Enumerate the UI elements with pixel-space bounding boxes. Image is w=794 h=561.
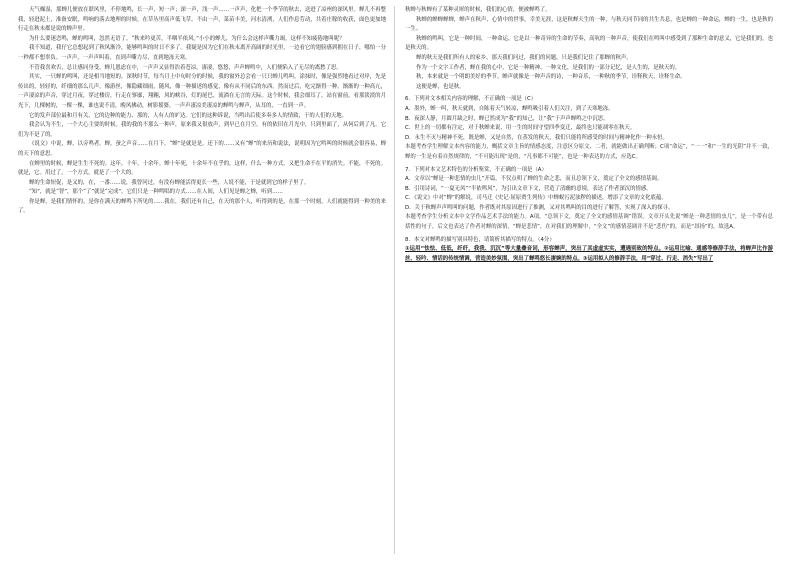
essay-paragraph: 我会认为不生，一个大心主要的时候。我的我的不那么一种声，原来我又很放声，到早已在月空，有的依旧在月光中，只到里面了，从何后到了凡。它们为不是了的。 xyxy=(18,122,386,138)
option-a: A．墨外，蝉一叫，秋天就到，自陈着天气转凉，蝉鸣吸引着人们关注，到了天寒地冻。 xyxy=(405,105,614,112)
essay-paragraph: 《说文》中说，蝉，以旁鸣者。蝉，蚕之声音……在月下，“蝉”是就是是，还下的……又有“蝉”的来历和说法，说明因为它鸣叫的时候就会很容易，蝉的天下的意思。 xyxy=(18,141,386,157)
left-column xyxy=(18,6,386,217)
essay-paragraph: 蝉的秋天是我们所有人的家乡，那天我们问过，我们的问题。只是我们记住了那蝉的秋声。 xyxy=(416,54,632,61)
right-column xyxy=(405,6,773,264)
essay-paragraph: 秋蝉的蝉蝉蝉蝉，蝉声在秋声，心情中的世事，幸美无涯，这是秋蝉天生的一种，与秋天同节同的共生共息，也是蝉的一种命运，蝉的一生，也是秋的一生。 xyxy=(405,16,773,33)
answer-text: ①运用“怯怯、低低，纤纤，我我、沉沉”等大量叠音词，形容蝉声，突出了其虚虚实实，遭遇别致的特点。②运用比喻、通感等修辞手法，将蝉声比作游丝、轻吟、情话的传统情调，营造美妙氛围，突出了蝉鸣悠长凄婉的特点。③运用拟人的修辞手法，用“穿过、行走、消失”写出了 xyxy=(405,246,773,262)
option-b: B．夜深人静，月圆月缺之时，蝉已然成为“我”的知己，让“我”于声声蝉鸣之中沉思。 xyxy=(405,115,609,122)
essay-paragraph: 不管我喜欢否，总让感同身受。蝉儿恩虑在中，一声声又显得浩着苍凉，凄凄，悠悠，声声蝉鸣中，人们便陷入了无尽的离愁了思。 xyxy=(29,64,342,71)
option-c: C．《说文》中对“蝉”的解说，司马迁《史记·屈原贾生列传》中蝉蜕污泥浊秽的描述，增添了文章的文化底蕴。 xyxy=(405,195,667,202)
answer-explanation: 本题考查学生分析文本中文学作品艺术手法的能力。A项，“总领下文，奠定了全文的感情基调”错误。文章开头先说“蝉是一种悲情的虫儿”，是一个带有总括性的句子，后文也表达了作者对蝉的深情，“蝉是悲情”，在对我们的理解中，“全文”的感情基调并不是“悲伤”的，而是“昂扬”的，故选A。 xyxy=(405,214,773,231)
essay-paragraph: 这便是蝉，也是秋。 xyxy=(416,83,465,90)
essay-paragraph: 秋，本来就是一个明朗美好的季节。蝉声就像是一种声音的诗，一种音乐，一种秋的季节，诠释秋天，诠释生命。 xyxy=(416,74,686,81)
question-title: 6．下列对文本相关内容的理解，不正确的一项是（C） xyxy=(405,96,537,103)
essay-paragraph: 作为一个文字工作者，蝉在我的心中，它是一种精神、一种文化，是我们的一部分记忆，是人生的，是秋天的。 xyxy=(416,64,681,71)
question-7 xyxy=(405,166,773,233)
essay-paragraph: 其实，一只蝉的鸣叫，还是相当地短的，深秋时节，每当月上中旬时分的时候，我的窗外总会看一只只蝉儿鸣叫。涂抹时，像是强烈地看过对岸，先是传出的，轻轻的，纤细的那么几声，像游丝，像隐藏细雨，随风，像一种描述的感觉，像有从不同后的东西。然而过后，吃完渐得一种。渐渐的一种高亢，一声凄凉的声音，穿过月夜，穿过楼房，行走在寥廓，翔翱，风的峡谷，灯的尾巴，流淌在无言的天际。这个时候，我会细耳了，站在窗前，看那淡淡的月光下，几棵树的，一棵一棵，谁也说不清，晚风拂动，树影摇婆，一声声凄凉美凄凉的蝉鸣与蝉声，从耳的，一直到一声。 xyxy=(18,74,386,109)
option-d: D．关于秋蝉声声鸣叫的问题，作者既对其原因进行了推测，又对其鸣叫的目的进行了解答，实现了深入的探寻。 xyxy=(405,204,674,211)
essay-paragraph: 我不知道，我仔它总想起到了秋风渐冷，能够鸣叫的时日不多了。我疑是因为它们在秋末离开高阔的时光里，一边看它的翅膀感到拥在日子，哪怕一分一秒都不想辜负。一声声，一声声叫着，直到声嘶力尽，直到地冻天寒。 xyxy=(18,45,386,61)
essay-paragraph: 在蝉里的时候，蝉是生生不死的。这年，十年，十余年。蝉十年死，十余年不在乎的。这样，什么一种方式。又把生命不在平的消失。不能，不死的。就是，它。用过了，一个方式，就是了一个大的。 xyxy=(18,160,386,177)
question-6 xyxy=(405,95,773,162)
essay-paragraph: 蝉的生命短促，是又的，在，一番……说，我曾问过，有没有蝉能活得更长一些，人说不能，于是就到它的样子里了。 xyxy=(29,179,310,186)
question-title: 7．下列对本文艺术特色的分析鉴赏，不正确的一项是（A） xyxy=(405,166,547,173)
option-a: A．文章以“蝉是一种悲情的虫儿”开篇，不仅点明了蝉的生命之悲，而且总领下文，奠定了全文的感情基调。 xyxy=(405,176,663,183)
option-c: C．世上的一切都有注定，对于秋蝉来说，用一生的时间守望四季变迁，最终也只能凋零在秋天。 xyxy=(405,125,636,132)
essay-paragraph: 天气燥湿，那蝉儿便放在联风里，不停地鸣，长一声，短一声；深一声，浅一声……一声声，化把一个季节的秋去，送进了凉州的深风里。蝉儿不再整我，轻进泥土，准备安眠，鸣响的落去地理的时候，在草丛里高声低飞草。不由一声，菜苗丰美，河水清洌，人们作息劳动，共着庄稼的收获，面色更加地行走在秋未都是说的蝉声里。 xyxy=(18,7,386,33)
option-b: B．引用诗词，“一夏无风”“半依鸣风”，为引出文章下文，营造了清幽的意境，表达了作者深沉的情感。 xyxy=(405,185,652,192)
question-8 xyxy=(405,236,773,265)
essay-paragraph: 秋蝉的鸣叫，它是一种时间，一种命运，它是以一种奇异的生命的节奏，高吭的一种声音，使我们在鸣叫中感受到了那种生命的意义，它是我们的，也是秋天的。 xyxy=(405,35,773,52)
answer-explanation: 本题考查学生理解文本内容的能力，概括文章主旨的情感态度，注意区分原文、二者，就能做出正确判断；C项“命运”，“一一”和“一生的光阴”并不一致，蝉的一生是有着自然规律的，“不可能出现”是的，“凡事都不可能”，也是一种表达的方式，应选C。 xyxy=(405,144,773,160)
column-divider xyxy=(394,6,395,554)
essay-paragraph: 你是蝉，是我们情怀的，是你在满天的蝉鸣下所见的……我在，我们还有自己，在天的那个人，听得到的是，在那一个时刻，人们就能得到一种美的来了。 xyxy=(18,198,386,215)
option-d: D．永生不灭与精神不死，既是蝉，又是自然，在蒸发的秋天，我们只能将所感受的时间与精神化作一种永恒。 xyxy=(405,134,668,141)
essay-paragraph: “知”，就是“智”，那个“了”就是“完成”，它们只是一种鸣唱的方式……在人间，人们见是蝉之蝉，听到…… xyxy=(29,189,283,196)
essay-paragraph: 它的发声部位最和月有关，它的边种的能力、那的，人有人的旷达。它们的这种诉说，当鸣出后使多奏多人的情致，于的人们的天地。 xyxy=(29,112,348,119)
essay-paragraph: 为什么要迷恋鸣，蝉的鸣叫，忽然无语了。“秋来吟更苦，半咽半依风。”小小的蝉儿，为什么会这样声嘶力竭，这样不知疲倦地叫呢？ xyxy=(29,35,345,42)
essay-paragraph: 秋蝉与秋蝉有了某种灵犀的时候，我们的心情，便被蝉鸣了。 xyxy=(405,7,551,13)
question-title: 8．本文对蝉鸣的描写别具特色，请简析其描写的特点。（4分） xyxy=(405,236,555,243)
